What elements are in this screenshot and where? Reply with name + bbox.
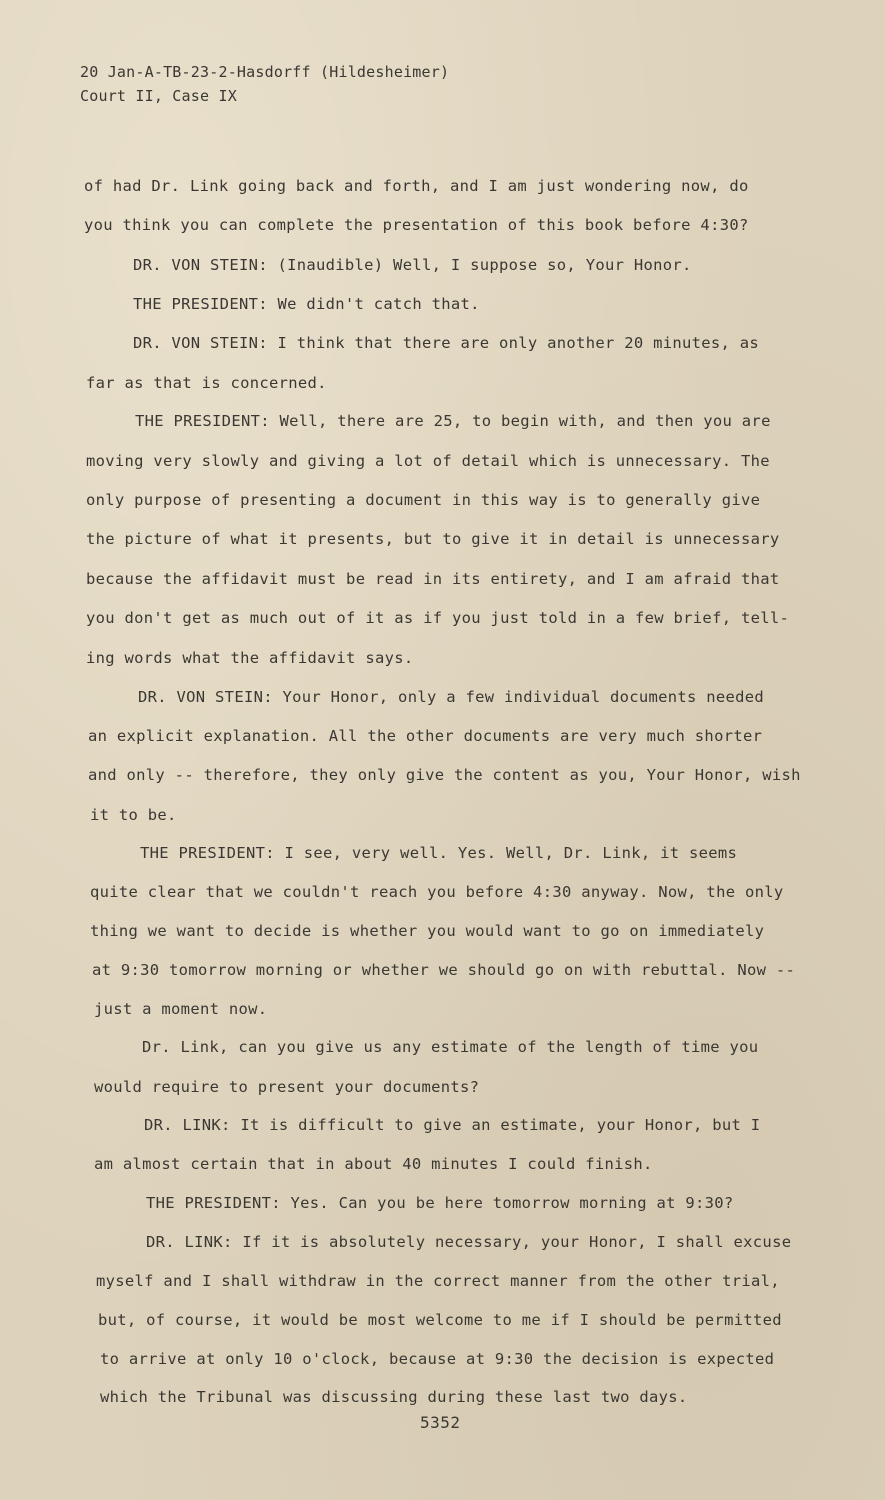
text-line: DR. LINK: It is difficult to give an estimate, your Honor, but I [144,1116,761,1134]
text-line: because the affidavit must be read in its entirety, and I am afraid that [86,570,780,588]
text-line: ing words what the affidavit says. [86,649,414,667]
text-line: only purpose of presenting a document in this way is to generally give [86,491,761,509]
text-line: it to be. [90,806,177,824]
page-number: 5352 [420,1413,461,1432]
text-line: THE PRESIDENT: Well, there are 25, to begin with, and then you are [135,412,771,430]
text-line: myself and I shall withdraw in the correct manner from the other trial, [96,1272,780,1290]
text-line: THE PRESIDENT: I see, very well. Yes. Well, Dr. Link, it seems [140,844,738,862]
text-line: the picture of what it presents, but to give it in detail is unnecessary [86,530,780,548]
text-line: thing we want to decide is whether you would want to go on immediately [90,922,765,940]
text-line: you think you can complete the presentation of this book before 4:30? [84,216,749,234]
text-line: and only -- therefore, they only give the content as you, Your Honor, wish [88,766,801,784]
text-line: moving very slowly and giving a lot of detail which is unnecessary. The [86,452,770,470]
text-line: which the Tribunal was discussing during these last two days. [100,1388,688,1406]
text-line: Dr. Link, can you give us any estimate of the length of time you [142,1038,759,1056]
text-line: at 9:30 tomorrow morning or whether we should go on with rebuttal. Now -- [92,961,796,979]
text-line: quite clear that we couldn't reach you before 4:30 anyway. Now, the only [90,883,784,901]
text-line: you don't get as much out of it as if you just told in a few brief, tell- [86,609,790,627]
header-court-line: Court II, Case IX [80,87,237,105]
text-line: DR. VON STEIN: Your Honor, only a few individual documents needed [138,688,765,706]
text-line: DR. LINK: If it is absolutely necessary, your Honor, I shall excuse [146,1233,792,1251]
text-line: to arrive at only 10 o'clock, because at 9:30 the decision is expected [100,1350,775,1368]
text-line: would require to present your documents? [94,1078,480,1096]
text-line: far as that is concerned. [86,374,327,392]
text-line: just a moment now. [94,1000,268,1018]
text-line: DR. VON STEIN: I think that there are only another 20 minutes, as [133,334,760,352]
text-line: of had Dr. Link going back and forth, and I am just wondering now, do [84,177,749,195]
text-line: DR. VON STEIN: (Inaudible) Well, I suppose so, Your Honor. [133,256,692,274]
text-line: THE PRESIDENT: We didn't catch that. [133,295,480,313]
header-reference-line: 20 Jan-A-TB-23-2-Hasdorff (Hildesheimer) [80,63,450,81]
text-line: an explicit explanation. All the other documents are very much shorter [88,727,763,745]
text-line: but, of course, it would be most welcome to me if I should be permitted [98,1311,782,1329]
text-line: am almost certain that in about 40 minutes I could finish. [94,1155,653,1173]
text-line: THE PRESIDENT: Yes. Can you be here tomorrow morning at 9:30? [146,1194,734,1212]
